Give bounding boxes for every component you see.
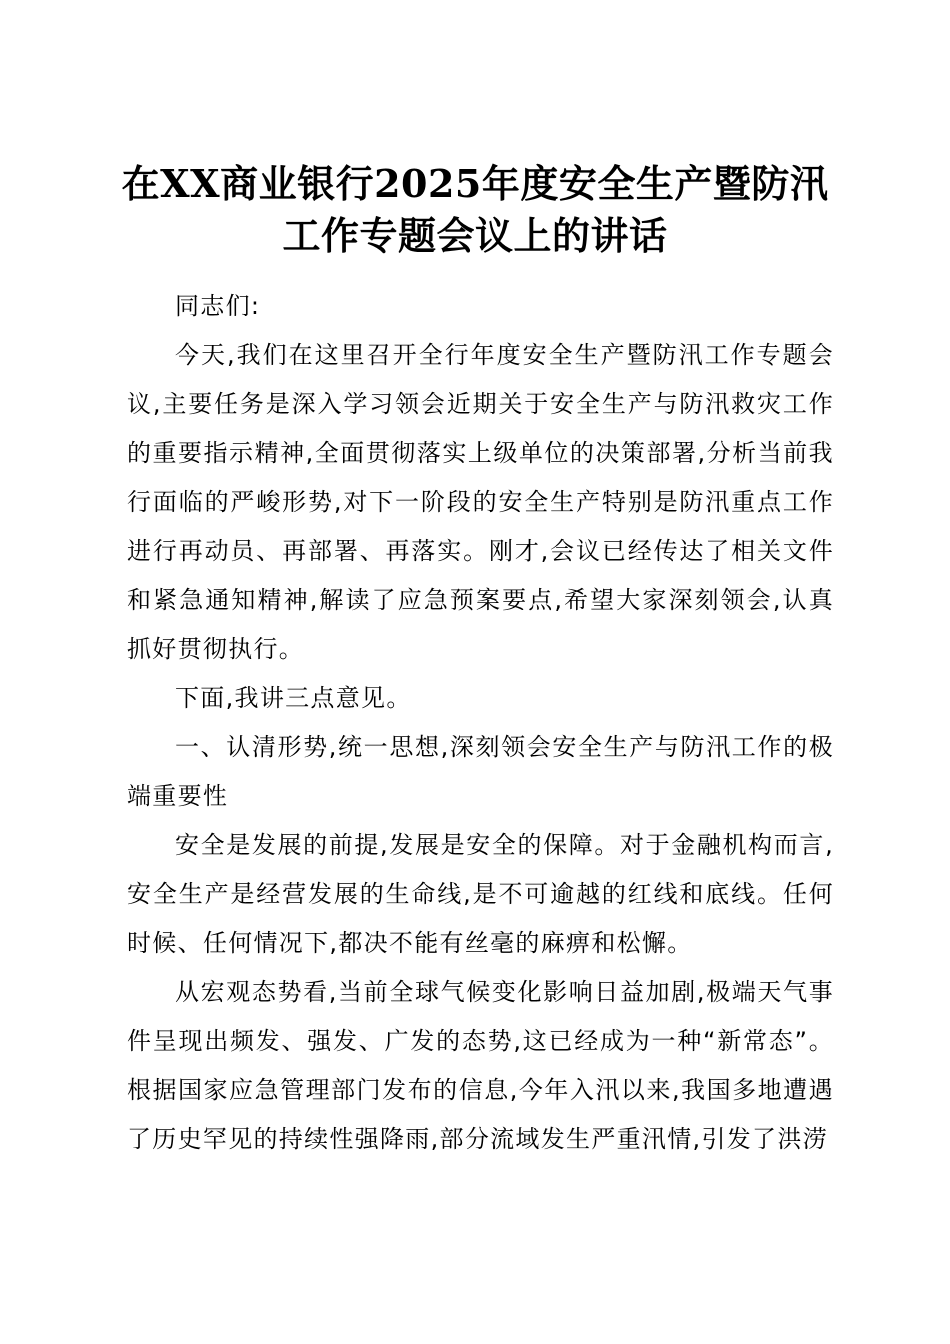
paragraph-opening: 今天,我们在这里召开全行年度安全生产暨防汛工作专题会议,主要任务是深入学习领会近期关于安全生产与防汛救灾工作的重要指示精神,全面贯彻落实上级单位的决策部署,分析当前我行面临的严峻形势,对下一阶段的安全生产特别是防汛重点工作进行再动员、再部署、再落实。刚才,会议已经传达了相关文件和紧急通知精神,解读了应急预案要点,希望大家深刻领会,认真抓好贯彻执行。 bbox=[127, 341, 834, 663]
paragraph-macro-situation: 从宏观态势看,当前全球气候变化影响日益加剧,极端天气事件呈现出频发、强发、广发的态势,这已经成为一种“新常态”。根据国家应急管理部门发布的信息,今年入汛以来,我国多地遭遇了历史罕见的持续性强降雨,部分流域发生严重汛情,引发了洪涝 bbox=[127, 978, 834, 1153]
document-body bbox=[127, 282, 834, 1164]
paragraph-safety-premise: 安全是发展的前提,发展是安全的保障。对于金融机构而言,安全生产是经营发展的生命线,是不可逾越的红线和底线。任何时候、任何情况下,都决不能有丝毫的麻痹和松懈。 bbox=[127, 831, 834, 957]
section-heading-1: 一、认清形势,统一思想,深刻领会安全生产与防汛工作的极端重要性 bbox=[127, 733, 834, 810]
salutation: 同志们: bbox=[175, 292, 261, 320]
document-title: 在XX商业银行2025年度安全生产暨防汛工作专题会议上的讲话 bbox=[121, 161, 829, 258]
paragraph-intro-points: 下面,我讲三点意见。 bbox=[175, 684, 412, 712]
